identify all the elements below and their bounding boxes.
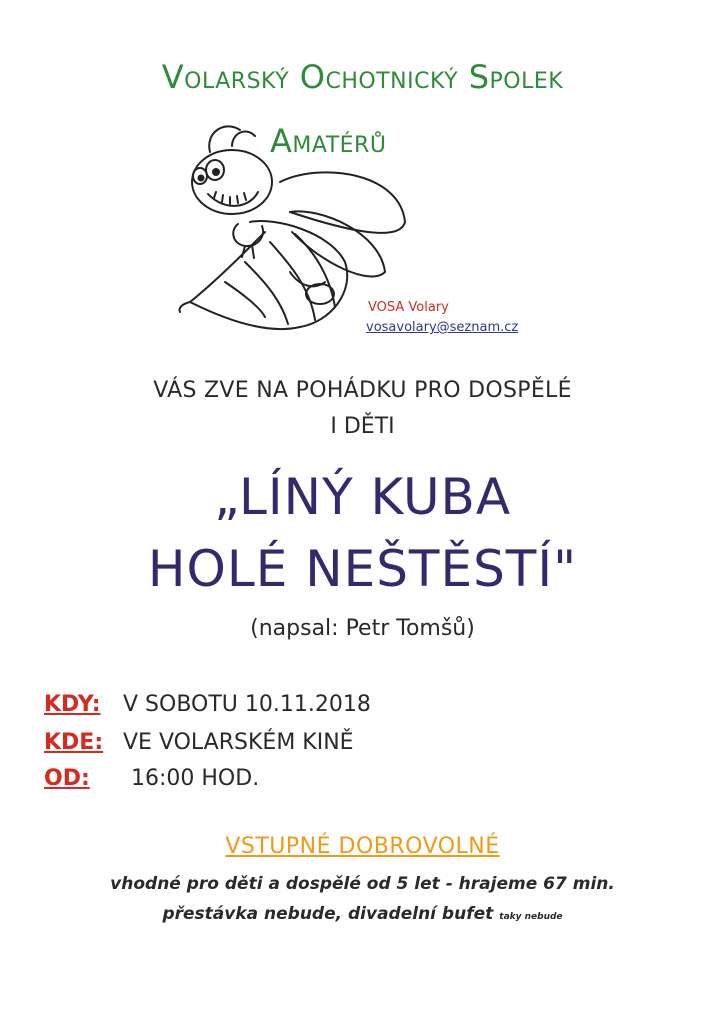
info-row-from [44,766,259,791]
play-title-line2: HOLÉ NEŠTĚSTÍ" [147,540,578,598]
intermission-note-small: taky nebude [499,912,563,922]
intermission-note-text: přestávka nebude, divadelní bufet [162,904,494,924]
info-row-where [44,730,354,755]
org-name-line1: Volarský Ochotnický Spolek [161,58,564,96]
from-value: 16:00 HOD. [131,766,260,791]
org-name-line2: Amatérů [270,122,387,160]
vosa-email-link[interactable]: vosavolary@seznam.cz [366,320,519,335]
when-label: KDY: [44,692,101,717]
info-row-when [44,692,371,717]
invitation-line1: VÁS ZVE NA POHÁDKU PRO DOSPĚLÉ [153,378,572,403]
where-value: VE VOLARSKÉM KINĚ [123,730,354,755]
from-label: OD: [44,766,90,791]
where-label: KDE: [44,730,104,755]
play-author: (napsal: Petr Tomšů) [250,616,475,641]
intermission-note [0,904,725,924]
vosa-name: VOSA Volary [368,300,449,315]
play-title-line1: „LÍNÝ KUBA [213,468,512,526]
audience-note: vhodné pro děti a dospělé od 5 let - hrajeme 67 min. [110,874,615,894]
entry-fee: VSTUPNÉ DOBROVOLNÉ [225,834,500,859]
invitation-line2: I DĚTI [330,414,395,439]
when-value: V SOBOTU 10.11.2018 [123,692,371,717]
